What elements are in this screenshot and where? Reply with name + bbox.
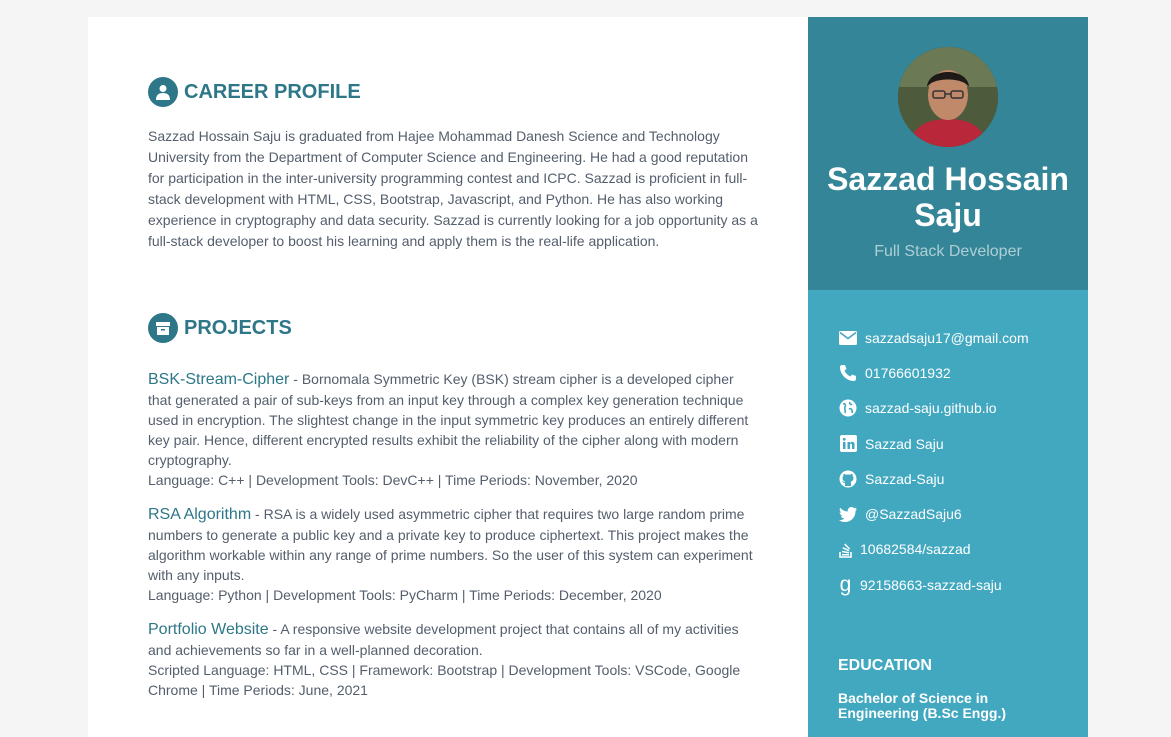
archive-icon [148, 313, 178, 343]
project-item [148, 619, 758, 700]
education-section [838, 657, 1058, 721]
contact-list [808, 290, 1088, 602]
projects-heading [148, 313, 758, 343]
main-content [88, 17, 808, 721]
contact-item-goodreads [838, 567, 1088, 602]
project-description: - Bornomala Symmetric Key (BSK) stream cipher is a developed cipher that generated a pair of sub-keys from an input key through a complex key generation technique used in encryption. The slightest change in the input symmetric key produces an entirely different key pair. Hence, different encrypted results exhibit the reliability of the cipher along with modern cryptography. [148, 371, 749, 468]
career-summary-text: Sazzad Hossain Saju is graduated from Hajee Mohammad Danesh Science and Technology University from the Department of Computer Science and Engineering. He had a good reputation for participation in the inter-university programming contest and ICPC. Sazzad is proficient in full-stack development with HTML, CSS, Bootstrap, Javascript, and Python. He has also working experience in cryptography and data security. Sazzad is currently looking for a job opportunity as a full-stack developer to boost his learning and apply them is the real-life application. [148, 128, 758, 249]
contact-link[interactable]: Sazzad-Saju [865, 470, 945, 487]
education-degree: Bachelor of Science in Engineering (B.Sc Engg.) [838, 690, 1007, 721]
contact-item-stackoverflow [838, 532, 1088, 567]
project-meta: Scripted Language: HTML, CSS | Framework: Bootstrap | Development Tools: VSCode, Google Chrome | Time Periods: June, 2021 [148, 662, 741, 698]
contact-item-linkedin [838, 426, 1088, 461]
project-title-link[interactable]: BSK-Stream-Cipher [148, 371, 290, 388]
linkedin-icon [838, 434, 858, 454]
profile-name: Sazzad Hossain Saju [827, 161, 1069, 233]
twitter-icon [838, 504, 858, 524]
stackoverflow-icon [838, 539, 853, 559]
projects-section [148, 313, 758, 700]
career-profile-title: CAREER PROFILE [184, 80, 361, 103]
contact-item-phone [838, 355, 1088, 390]
career-profile-heading [148, 77, 758, 107]
project-description: - RSA is a widely used asymmetric cipher that requires two large random prime numbers to generate a public key and a private key to produce ciphertext. This project makes the algorithm workable within any range of prime numbers. So the user of this system can experiment with any inputs. [148, 506, 753, 583]
globe-icon [838, 398, 858, 418]
project-meta: Language: C++ | Development Tools: DevC++ | Time Periods: November, 2020 [148, 472, 638, 488]
profile-container [808, 17, 1088, 290]
phone-icon [838, 363, 858, 383]
education-title: EDUCATION [838, 657, 932, 674]
project-item [148, 504, 758, 605]
contact-link[interactable]: 92158663-sazzad-saju [860, 576, 1002, 593]
github-icon [838, 469, 858, 489]
profile-avatar [898, 47, 998, 147]
resume-wrapper [88, 17, 1088, 737]
contact-link[interactable]: Sazzad Saju [865, 435, 944, 452]
goodreads-icon: g [839, 572, 852, 596]
contact-item-website [838, 391, 1088, 426]
project-title-link[interactable]: RSA Algorithm [148, 506, 252, 523]
contact-item-github [838, 461, 1088, 496]
project-item [148, 369, 758, 490]
contact-link[interactable]: 10682584/sazzad [860, 541, 971, 558]
contact-link[interactable]: sazzadsaju17@gmail.com [865, 329, 1029, 346]
profile-tagline: Full Stack Developer [874, 243, 1022, 260]
contact-item-twitter [838, 496, 1088, 531]
projects-title: PROJECTS [184, 316, 292, 339]
envelope-icon [838, 328, 858, 348]
project-description: - A responsive website development project that contains all of my activities and achievements so far in a well-planned decoration. [148, 621, 739, 658]
sidebar [808, 17, 1088, 737]
contact-link[interactable]: sazzad-saju.github.io [865, 400, 997, 417]
user-icon [148, 77, 178, 107]
contact-link[interactable]: @SazzadSaju6 [865, 506, 962, 523]
contact-item-email [838, 320, 1088, 355]
contact-link[interactable]: 01766601932 [865, 364, 951, 381]
career-profile-section [148, 77, 758, 252]
project-meta: Language: Python | Development Tools: PyCharm | Time Periods: December, 2020 [148, 587, 662, 603]
project-title-link[interactable]: Portfolio Website [148, 621, 269, 638]
